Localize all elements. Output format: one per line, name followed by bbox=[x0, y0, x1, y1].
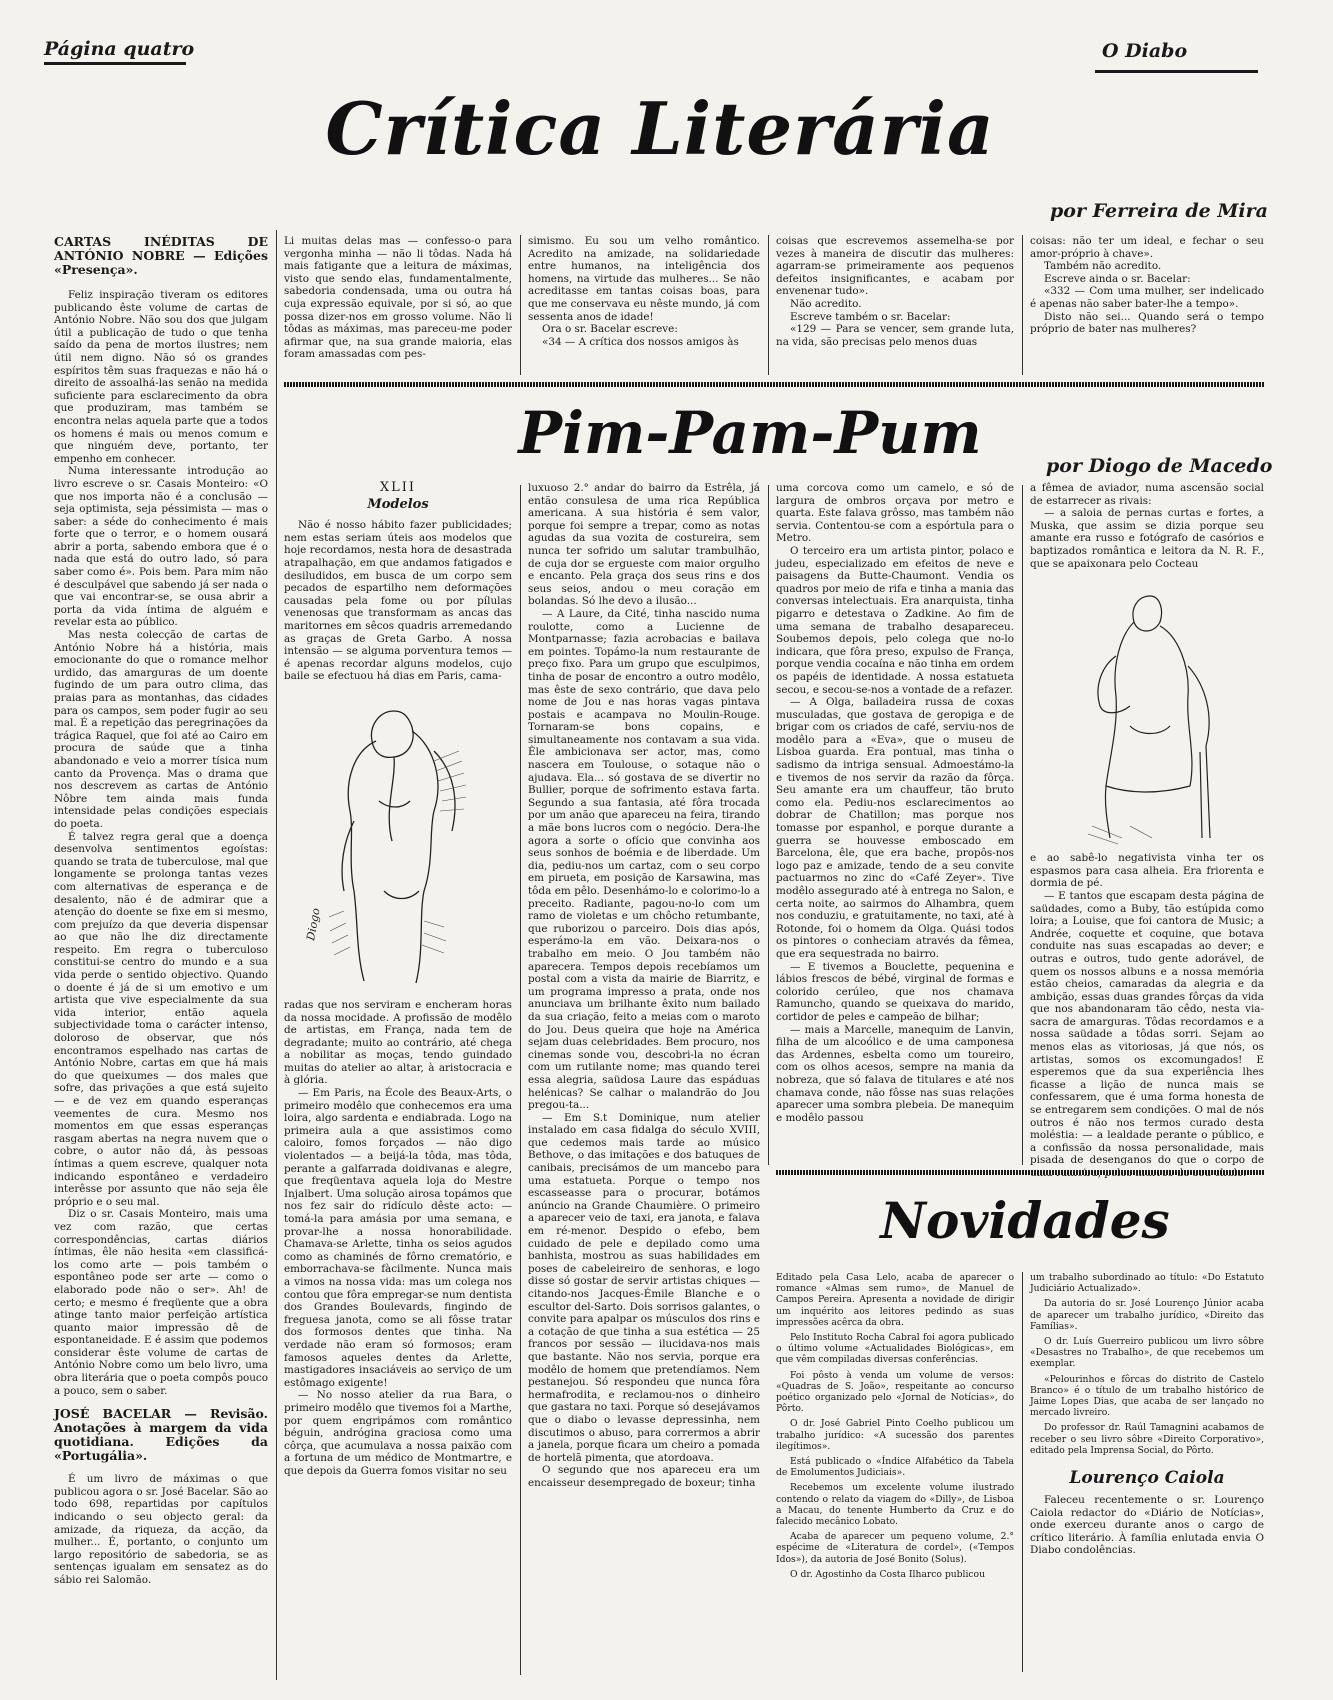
critica-col2-text: Li muitas delas mas — confesso-o para vergonha minha — não li tôdas. Nada há mais fatigante que a leitura de máximas, visto que sendo elas, fundamentalmente, sabedoria condensada, uma ou outra há cuja expressão equivale, por si só, ao que possa dizer-nos em grosso volume. Não li tôdas as máximas, mas pareceu-me poder afirmar que, na sua grande maioria, elas foram amassadas com pes- bbox=[284, 235, 512, 361]
critica-review1-para: Feliz inspiração tiveram os editores publicando êste volume de cartas de António Nobre. Não sou dos que julgam útil a publicação de tudo o que tenha saído da pena de mortos ilustres; nem útil nem digno. Não só os grandes espíritos têm suas fraquezas e não há o direito de assoalhá-las senão na medida suficiente para esclarecimento da obra que produziram, mas também se encontra nelas aquela parte que a todos os homens é mais ou menos comum e que ninguém deve, portanto, ter empenho em conhecer. bbox=[54, 289, 268, 465]
pim-title: Pim-Pam-Pum bbox=[518, 399, 982, 467]
critica-review1-para: É talvez regra geral que a doença desenvolva sentimentos egoístas: quando se trata de tuberculose, mal que longamente se prolonga tantas vezes com alternativas de esperança e de desalento, não é de admirar que a atenção do doente se fixe em si mesmo, com prejuízo da que deveria dispensar ao que não lhe diz directamente respeito. Em regra o tuberculoso constitui-se centro do mundo e a sua vida perde o sentido objectivo. Quando o doente é já de si um emotivo e um artista que vive especialmente da sua vida interior, então aquela subjectividade toma o carácter intenso, doloroso de observar, que nós encontramos espelhado nas cartas de António Nobre, cartas em que há mais do que queixumes — dos males que sofre, das privações a que está sujeito — e de vez em quando esperanças veementes de cura. Mesmo nos momentos em que essas esperanças rasgam abertas na negra nuvem que o cobre, o autor não dá, às pessoas íntimas a quem escreve, qualquer nota indicando espontâneo e verdadeiro interêsse por assunto que não seja êle próprio e o seu mal. bbox=[54, 830, 268, 1208]
critica-review1-para: Numa interessante introdução ao livro escreve o sr. Casais Monteiro: «O que nos importa não é a conclusão — seja optimista, seja péssimista — mas o saber: a séde do conhecimento é mais forte que o terror, e o homem ousará abrir a porta, sabendo embora que é o nada que está do outro lado, só para saber como é». Pois bem. Para mim não é desculpável que sabendo já ser nada o que vai encontrar-se, se ousa abrir a porta da vida íntima de alguém e revelar esta ao público. bbox=[54, 465, 268, 629]
column-divider bbox=[768, 485, 769, 1165]
critica-col5-text: Escreve ainda o sr. Bacelar: bbox=[1044, 272, 1191, 285]
novidades-item: Está publicado o «Índice Alfabético da Tabela de Emolumentos Judiciais». bbox=[776, 1456, 1014, 1479]
pim-col5-text: a fêmea de aviador, numa ascensão social de estarrecer as rivais: bbox=[1030, 482, 1264, 507]
critica-col5-text: coisas: não ter um ideal, e fechar o seu amor-próprio à chave». bbox=[1030, 235, 1264, 260]
critica-review1-heading: CARTAS INÉDITAS DE ANTÓNIO NOBRE — Edições «Presença». bbox=[54, 234, 268, 277]
pim-col2-text: — No nosso atelier da rua Bara, o primeiro modêlo que tivemos foi a Marthe, por quem engripámos com romântico béguin, andrógina graciosa como uma côrça, que acumulava a nossa paixão com a fortuna de um médico de Montmartre, e que depois da Guerra fomos visitar no seu bbox=[284, 1389, 512, 1477]
pim-col4-text: — A Olga, bailadeira russa de coxas musculadas, que gostava de geropiga e de brigar com os criados de café, serviu-nos de modêlo para a «Eva», que o museu de Lisboa guarda. Era pontual, mas tinha o sadismo da intriga sensual. Admoestámo-la e tivemos de nos servir da razão da fôrça. Seu amante era um chauffeur, tão bruto como ela. Pediu-nos esclarecimentos ao dobrar de Chatillon; mas porque nos tomasse por espanhol, e porque durante a guerra se houvesse emboscado em Barcelona, êle, que era bache, propôs-nos logo paz e amizade, tendo de a seu convite pactuarmos no zinc do «Café Zeyer». Tive modêlo assegurado até à entrega no Salon, e certa noite, ao sairmos do Alhambra, quem nos conduziu, e gratuitamente, no taxi, até à Rotonde, foi o homem da Olga. Quási todos os pintores o conheciam através da fêmea, que era sequestrada no bairro. bbox=[776, 696, 1014, 960]
column-divider bbox=[276, 230, 277, 1680]
critica-review2-heading: JOSÉ BACELAR — Revisão. Anotações à margem da vida quotidiana. Edições da «Portugália». bbox=[54, 1406, 268, 1464]
pim-col3-text: luxuoso 2.° andar do bairro da Estrêla, já então consulesa de uma rica República americana. A sua história é sem valor, porque foi sempre a trepar, como as notas agudas da sua vozita de costureira, sem nunca ter sofrido um salutar trambulhão, de cuja dor se ergueste com maior orgulho e encanto. Pela graça dos seus rins e dos seus seios, andou o meu coração em bolandas. Só lhe devo a ilusão... bbox=[528, 482, 760, 608]
critica-col4-text: Não acredito. bbox=[790, 297, 862, 310]
pim-col3-text: — A Laure, da Cité, tinha nascido numa roulotte, como a Lucienne de Montparnasse; fazia acrobacias e bailava em pointes. Topámo-la num restaurante de preço fixo. Para um grupo que esculpimos, tinha de posar de encontro a outro modêlo, mas êste de sexo contrário, que dava pelo nome de Jou e nas horas vagas pintava postais e acampava no Moulin-Rouge. Tornaram-se bons copains, e simultaneamente nos contavam a sua vida. Êle ambicionava ser actor, mas, como nascera em Toulouse, o sotaque não o ajudava. Ela... só gostava de se divertir no Bullier, porque de sofrimento estava farta. Segundo a sua fantasia, até fôra trocada por um anão que apareceu na feira, tirando a mãe bons lucros com o negócio. Dera-lhe agora a sorte o ofício que convinha aos seus sonhos de boémia e de liberdade. Um dia, pediu-nos um cartaz, com o seu corpo em pirueta, em posição de Karsawina, mas tôda em pêlo. Desenhámo-lo e colorimo-lo a preceito. Radiante, pagou-no-lo com um ramo de violetas e um chôcho retumbante, que ruborizou o parceiro. Dois dias após, esperámo-la em vão. Deixara-nos o trabalho em meio. O Jou também não aparecera. Tempos depois recebíamos um postal com a vista da mairie de Biarritz, e um programa impresso a prata, onde nos anunciava um brilhante êxito num bailado da sua criação, feito a meias com o maroto do Jou. Deus queira que hoje na América sejam duas celebridades. Bem procuro, nos cinemas sonde vou, descobri-la no écran com um rutilante nome; mas quando terei essa alegria, saüdosa Laure das espáduas helénicas? Se calhar o malandrão do Jou pregou-ta... bbox=[528, 607, 760, 1112]
pim-col3-text: — Em S.t Dominique, num atelier instalado em casa fidalga do século XVIII, que cedemos mais tarde ao músico Bethove, o das imitações e dos batuques de canibais, precisámos de um mancebo para uma estatueta. Porque o tempo nos escasseasse para o procurar, botámos anúncio na Grande Chaumière. O primeiro a aparecer veio de taxi, era janota, e falava em ré-menor. Despido o efebo, bem cuidado de pele e depilado como uma banhista, mostrou as suas habilidades em poses de cabeleireiro de senhoras, e logo disse só gostar de servir artistas chiques — citando-nos Jacques-Émile Blanche e o escultor del-Sarto. Dois sorrisos galantes, o convite para apalpar os músculos dos rins e a cotação de que tinha a sua estética — 25 francos por sessão — ilucidava-nos mais que bastante. Não nos servia, porque era modêlo de homem que pretendíamos. Nem pestanejou. Só respondeu que nunca fôra hermafrodita, e reclamou-nos o dinheiro que gastara no taxi. Porque só desejávamos que o diabo o levasse depressinha, nem discutimos o abuso, para corrermos a abrir a janela, porque ficara um cheiro a pomada de hortelã pimenta, que atordoava. bbox=[528, 1111, 760, 1464]
novidades-item: um trabalho subordinado ao título: «Do Estatuto Judiciário Actualizado». bbox=[1030, 1272, 1264, 1295]
novidades-column-2 bbox=[1030, 1272, 1264, 1672]
seated-figure-illustration bbox=[1030, 576, 1264, 846]
novidades-item: Pelo Instituto Rocha Cabral foi agora publicado o último volume «Actualidades Biológicas», em que vêm compiladas diversas conferências. bbox=[776, 1332, 1014, 1366]
novidades-item: O dr. José Gabriel Pinto Coelho publicou um trabalho jurídico: «A sucessão dos parentes ilegítimos». bbox=[776, 1418, 1014, 1452]
critica-col5-text: Também não acredito. bbox=[1044, 260, 1162, 273]
column-divider bbox=[1022, 1272, 1023, 1672]
critica-byline: por Ferreira de Mira bbox=[1050, 200, 1268, 222]
novidades-column-1 bbox=[776, 1272, 1014, 1672]
critica-col4-text: «129 — Para se vencer, sem grande luta, na vida, são precisas pelo menos duas bbox=[776, 323, 1014, 348]
critica-column-4 bbox=[776, 235, 1014, 375]
pim-col3-text: O segundo que nos apareceu era um encaisseur desempregado de boxeur; tinha bbox=[528, 1464, 760, 1489]
pim-col5-text: — a saloia de pernas curtas e fortes, a Muska, que assim se dizia porque seu amante era russo e fotógrafo de casórios e baptizados romântica e leitora da N. R. F., que se apaixonara pelo Cocteau bbox=[1030, 507, 1264, 570]
critica-col3-text: simismo. Eu sou um velho romântico. Acredito na amizade, na solidariedade entre humanos, na inteligência dos homens, na virtude das mulheres... Se não acreditasse em tantas coisas boas, para que me conservava eu nêste mundo, já com sessenta anos de idade! bbox=[528, 235, 760, 323]
critica-review1-para: Mas nesta colecção de cartas de António Nobre há a história, mais emocionante do que o romance melhor urdido, das amarguras de um doente fugindo de um para outro clima, das praias para as montanhas, das cidades para os campos, sem poder fugir ao seu mal. É a repetição das peregrinações da trágica Raquel, que foi até ao Cairo em procura de saúde que a tinha abandonado e veio a morrer tísica num canto da Provença. Mas o drama que nos descrevem as cartas de António Nôbre tem ainda mais funda intensidade pelas condições especiais do poeta. bbox=[54, 629, 268, 830]
novidades-item: O dr. Agostinho da Costa Ilharco publicou bbox=[790, 1568, 985, 1580]
header-rule-right bbox=[1095, 70, 1258, 73]
paper-name: O Diabo bbox=[1102, 40, 1188, 62]
critica-column-5 bbox=[1030, 235, 1264, 375]
critica-title: Crítica Literária bbox=[325, 86, 995, 171]
novidades-item: Da autoria do sr. José Lourenço Júnior acaba de aparecer um trabalho jurídico, «Direito das Famílias». bbox=[1030, 1298, 1264, 1332]
column-divider bbox=[768, 235, 769, 375]
illustration-signature: Diogo bbox=[304, 907, 323, 942]
column-divider bbox=[520, 235, 521, 375]
pim-col4-text: uma corcova como um camelo, e só de largura de ombros orçava por metro e quarta. Este falava grôsso, mas também não servia. Contentou-se com a espórtula para o Metro. bbox=[776, 482, 1014, 545]
pim-subtitle: Modelos bbox=[367, 496, 429, 512]
critica-review1-para: Diz o sr. Casais Monteiro, mais uma vez com razão, que certas correspondências, cartas diários íntimas, êle não hesita «em classificá-los como arte — pois também o espontâneo pode ser arte — como o elaborado pode não o ser». Ah! de certo; e mesmo é freqüente que a obra atinge tanto maior perfeição artística quanto maior impressão dê de espontaneidade. E é assim que podemos considerar êste volume de cartas de António Nobre como um belo livro, uma obra literária que o poeta compôs pouco a pouco, sem o saber. bbox=[54, 1208, 268, 1397]
column-divider bbox=[1022, 235, 1023, 375]
section-divider bbox=[776, 1170, 1264, 1175]
pim-column-4 bbox=[776, 482, 1014, 1165]
novidades-item: Acaba de aparecer um pequeno volume, 2.° espécime de «Literatura de cordel», («Tempos Idos»), da autoria de José Bonito (Solus). bbox=[776, 1531, 1014, 1565]
column-divider bbox=[520, 485, 521, 1675]
critica-column-2 bbox=[284, 235, 512, 375]
pim-numeral: XLII bbox=[379, 480, 417, 495]
novidades-item: Do professor dr. Raúl Tamagnini acabamos de receber o seu livro sôbre «Direito Corporativo», editado pela Imprensa Social, do Pôrto. bbox=[1030, 1422, 1264, 1456]
pim-col4-text: O terceiro era um artista pintor, polaco e judeu, especializado em efeitos de neve e paisagens da Butte-Chaumont. Vendia os quadros por meio de rifa e tinha a mania das conversas intelectuais. Era anarquista, tinha pigarro e detestava o Zadkine. Ao fim de uma semana de trabalho desapareceu. Soubemos depois, pelo colega que no-lo indicara, que fôra preso, expulso de França, porque vendia cocaína e não tinha em ordem os papéis de identidade. A nossa estatueta secou, e secou-se-nos a vontade de a refazer. bbox=[776, 544, 1014, 696]
critica-column-1 bbox=[54, 235, 268, 1675]
pim-intro: Não é nosso hábito fazer publicidades; nem estas seriam úteis aos modelos que hoje recordamos, nesta hora de desastrada atrapalhação, em que andamos fatigados e desiludidos, em busca de um corpo sem pecados de espartilho nem deformações causadas pela fome ou por pílulas venenosas que transformam as ancas das maritornes em sêcos quadris arremedando as graças de Greta Garbo. A nossa intensão — se alguma porventura temos — é apenas recordar alguns modelos, cujo baile se efectuou há dias em Paris, cama- bbox=[284, 519, 512, 683]
page-label: Página quatro bbox=[44, 38, 195, 60]
pim-col4-text: — E tivemos a Bouclette, pequenina e lábios frescos de bébé, virginal de formas e colorido cerúleo, que nos chamava Ramuncho, quando se queixava do marido, cortidor de peles e campeão de bilhar; bbox=[776, 960, 1014, 1023]
critica-col5-text: Disto não sei... Quando será o tempo próprio de bater nas mulheres? bbox=[1030, 310, 1264, 336]
novidades-title: Novidades bbox=[880, 1191, 1170, 1250]
column-divider bbox=[1022, 485, 1023, 1165]
obituary-text: Faleceu recentemente o sr. Lourenço Caiola redactor do «Diário de Notícias», onde exerceu durante anos o cargo de crítico literário. À família enlutada envia O Diabo condolências. bbox=[1030, 1494, 1264, 1557]
pim-col4-text: — mais a Marcelle, manequim de Lanvin, filha de um alcoólico e de uma camponesa das Ardennes, esbelta como um toureiro, com os olhos acesos, sempre na mania da nobreza, que só falava de titulares e até nos chamava conde, não fôsse nas suas relações aparecer uma sombra plebeia. De manequim e modêlo passou bbox=[776, 1023, 1014, 1124]
critica-col4-text: Escreve também o sr. Bacelar: bbox=[790, 310, 951, 323]
pim-col2-text: radas que nos serviram e encheram horas da nossa mocidade. A profissão de modêlo de artistas, em França, nada tem de degradante; muito ao contrário, até chega a nobilitar as moças, tendo guindado muitas do atelier ao altar, à aristocracia e à glória. bbox=[284, 998, 512, 1087]
pim-column-3 bbox=[528, 482, 760, 1672]
header-rule-left bbox=[44, 62, 186, 65]
pim-byline: por Diogo de Macedo bbox=[1046, 455, 1273, 477]
critica-col4-text: coisas que escrevemos assemelha-se por vezes à maneira de discutir das mulheres: agarram-se primeiramente aos pequenos defeitos insignificantes, e acabam por envenenar tudo». bbox=[776, 235, 1014, 298]
pim-col2-text: — Em Paris, na École des Beaux-Arts, o primeiro modêlo que conhecemos era uma loira, algo sardenta e endiabrada. Logo na primeira aula a que assistimos como caloiro, fomos forçados — não digo violentados — a beijá-la tôda, mas tôda, perante a galfarrada doidivanas e alegre, que freqüentava aquela loja do Mestre Injalbert. Uma solução airosa topámos que nos fez sair do ridículo dêste acto: — tomá-la para amásia por uma semana, e provar-lhe a nossa honorabilidade. Chamava-se Arlette, tinha os seios agudos como as chaminés de fôrno crematório, e emborrachava-se fàcilmente. Nunca mais a vimos na nossa vida: mas um colega nos contou que fôra empregar-se num dentista dos Grandes Boulevards, fingindo de freguesa janota, como se ali fôsse tratar dos formosos dentes que tinha. Na verdade não eram só formosos; eram famosos aqueles dentes da Arlette, mastigadores insaciáveis ao serviço de um estômago exigente! bbox=[284, 1087, 512, 1389]
critica-column-3 bbox=[528, 235, 760, 375]
seated-figure-drawing bbox=[1030, 576, 1264, 846]
pim-col5-text: — E tantos que escapam desta página de saüdades, como a Buby, tão estúpida como loira; a Louise, que foi cantora de Music; a Andrée, coquette et coquine, que botava conduite nas suas escapadas ao dever; e outras e outros, tudo gente adorável, de quem os nossos albuns e a nossa memória estão cheios, camaradas da alegria e da ambição, essas duas grandes fôrças da vida que nos abandonaram tão cêdo, nesta via-sacra de amarguras. Tôdas recordamos e a nossa saüdade a tôdas sorri. Sejam ao menos elas as vitoriosas, já que nós, os artistas, somos os excomungados! E esperemos que da sua experiência lhes ficasse a lição de nunca mais se confessarem, que é uma forma honesta de se entregarem sem condições. O mal de nós outros é não nos termos curado desta moléstia: — a lealdade perante o público, e a confissão da nossa personalidade, mais pisada de desenganos do que o corpo de bbox=[1030, 889, 1264, 1167]
obituary-title: Lourenço Caiola bbox=[1069, 1468, 1225, 1489]
novidades-item: Recebemos um excelente volume ilustrado contendo o relato da viagem do «Dilly», de Lisboa a Macau, do tenente Humberto da Cruz e do falecido mecânico Lobato. bbox=[776, 1482, 1014, 1528]
critica-review2-para: É um livro de máximas o que publicou agora o sr. José Bacelar. São ao todo 698, repartidas por capítulos indicando o seu objecto geral: da amizade, da riqueza, da acção, da mulher... É, portanto, o conjunto um largo repositório de sabedoria, se as sentenças igualam em sensatez as do sábio rei Salomão. bbox=[54, 1473, 268, 1586]
pim-col5-text: e ao sabê-lo negativista vinha ter os espasmos para casa alheia. Era friorenta e dormia de pé. bbox=[1030, 852, 1264, 890]
pim-column-2 bbox=[284, 482, 512, 1672]
pim-column-5 bbox=[1030, 482, 1264, 1165]
critica-col3-text: «34 — A crítica dos nossos amigos às bbox=[542, 335, 739, 348]
novidades-item: Editado pela Casa Lelo, acaba de aparecer o romance «Almas sem rumo», de Manuel de Campos Pereira. Apresenta a novidade de dirigir um inquérito aos leitores pedindo as suas impressões acêrca da obra. bbox=[776, 1272, 1014, 1328]
novidades-item: «Pelourinhos e fôrcas do distrito de Castelo Branco» é o título de um trabalho histórico de Jaime Lopes Dias, que acaba de ser lançado no mercado livreiro. bbox=[1030, 1373, 1264, 1419]
section-divider bbox=[284, 382, 1264, 387]
nude-figure-drawing bbox=[284, 691, 512, 991]
novidades-item: Foi pôsto à venda um volume de versos: «Quadras de S. João», respeitante ao concurso poético organizado pelo «Jornal de Notícias», do Pôrto. bbox=[776, 1369, 1014, 1415]
critica-col3-text: Ora o sr. Bacelar escreve: bbox=[542, 323, 678, 336]
novidades-item: O dr. Luís Guerreiro publicou um livro sôbre «Desastres no Trabalho», de que recebemos um exemplar. bbox=[1030, 1336, 1264, 1370]
critica-col5-text: «332 — Com uma mulher, ser indelicado é apenas não saber bater-lhe a tempo». bbox=[1030, 285, 1264, 310]
nude-figure-illustration bbox=[284, 691, 512, 991]
